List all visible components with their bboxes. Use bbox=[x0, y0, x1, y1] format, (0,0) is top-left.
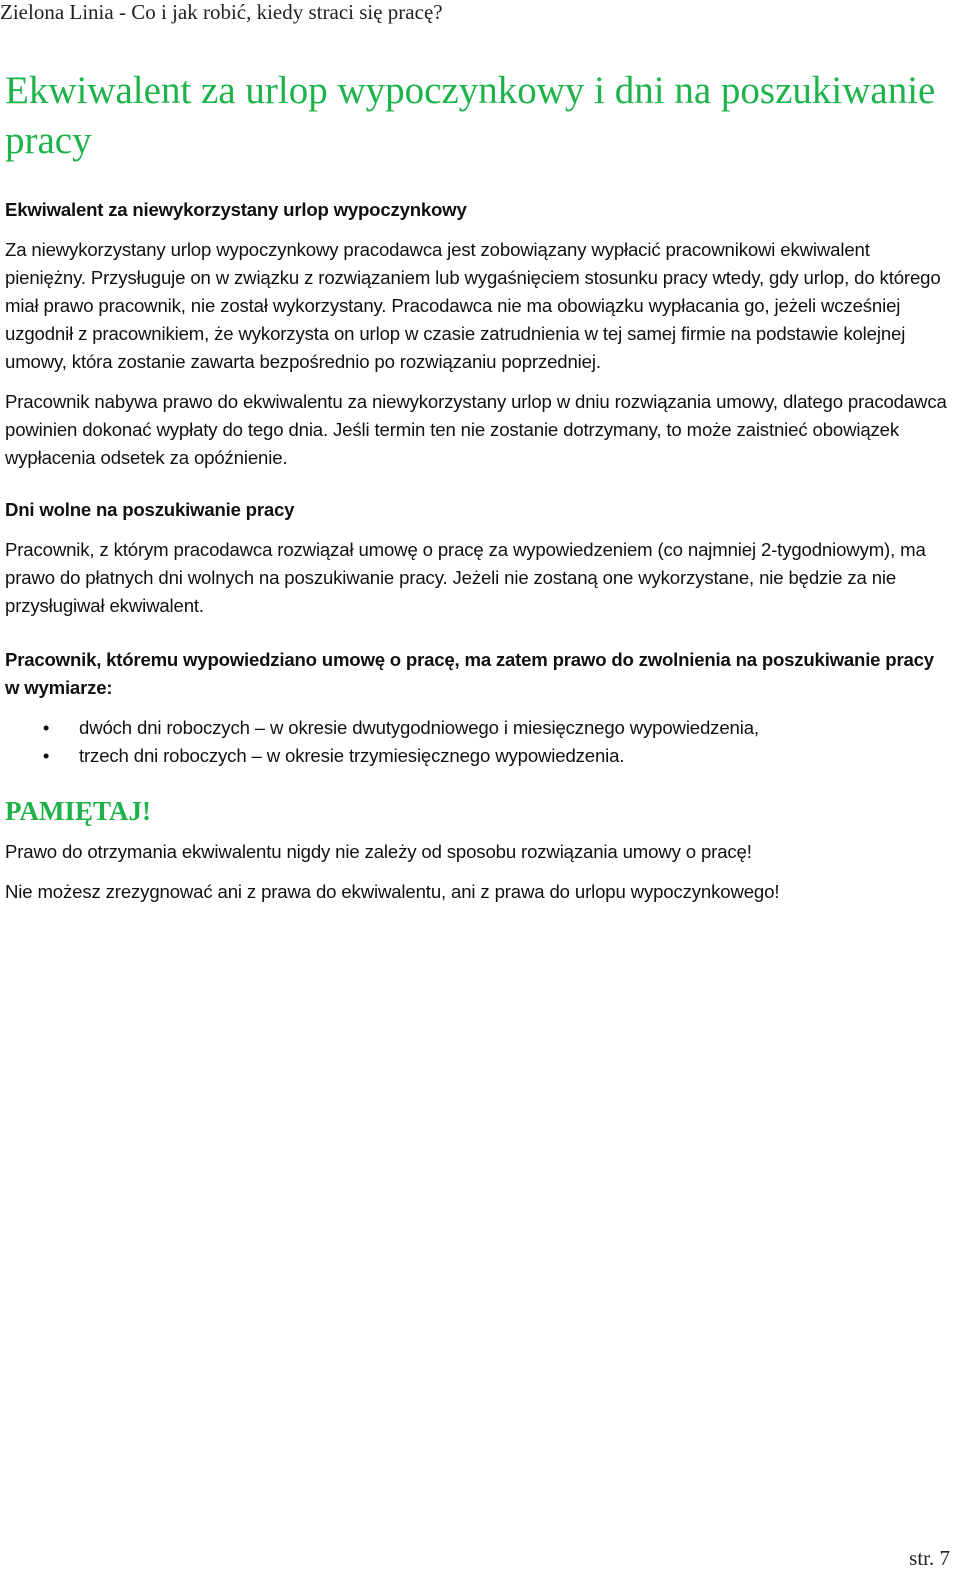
entitlement-list bbox=[5, 714, 950, 770]
section-heading-job-search-days: Dni wolne na poszukiwanie pracy bbox=[5, 499, 295, 520]
remember-line-no-waiver: Nie możesz zrezygnować ani z prawa do ekwiwalentu, ani z prawa do urlopu wypoczynkowego! bbox=[5, 881, 780, 902]
paragraph-leave-equivalent-rules: Za niewykorzystany urlop wypoczynkowy pracodawca jest zobowiązany wypłacić pracownikowi ekwiwalent pieniężny. Przysługuje on w związku z rozwiązaniem lub wygaśnięciem stosunku pracy wtedy, gdy urlop, do którego miał prawo pracownik, nie został wykorzystany. Pracodawca nie ma obowiązku wypłacania go, jeżeli wcześniej uzgodnił z pracownikiem, że wykorzysta on urlop w czasie zatrudnienia w tej samej firmie na podstawie kolejnej umowy, która zostanie zawarta bezpośrednio po rozwiązaniu poprzedniej. bbox=[5, 239, 941, 372]
remember-line-method-independent: Prawo do otrzymania ekwiwalentu nigdy nie zależy od sposobu rozwiązania umowy o pracę! bbox=[5, 841, 752, 862]
bullet-icon: • bbox=[42, 717, 50, 738]
paragraph-leave-equivalent-payment: Pracownik nabywa prawo do ekwiwalentu za niewykorzystany urlop w dniu rozwiązania umowy, dlatego pracodawca powinien dokonać wypłaty do tego dnia. Jeśli termin ten nie zostanie dotrzymany, to może zaistnieć obowiązek wypłacenia odsetek za opóźnienie. bbox=[5, 391, 947, 468]
bullet-icon: • bbox=[42, 745, 50, 766]
list-item-text: dwóch dni roboczych – w okresie dwutygodniowego i miesięcznego wypowiedzenia, bbox=[79, 717, 759, 738]
section-heading-leave-equivalent: Ekwiwalent za niewykorzystany urlop wypoczynkowy bbox=[5, 199, 467, 220]
paragraph-job-search-days: Pracownik, z którym pracodawca rozwiązał umowę o pracę za wypowiedzeniem (co najmniej 2-tygodniowym), ma prawo do płatnych dni wolnych na poszukiwanie pracy. Jeżeli nie zostaną one wykorzystane, nie będzie za nie przysługiwał ekwiwalent. bbox=[5, 539, 926, 616]
running-header: Zielona Linia - Co i jak robić, kiedy straci się pracę? bbox=[0, 0, 443, 24]
list-item bbox=[5, 742, 950, 770]
remember-heading: PAMIĘTAJ! bbox=[5, 796, 151, 826]
list-item bbox=[5, 714, 950, 742]
document-body bbox=[5, 196, 950, 918]
page-number: str. 7 bbox=[909, 1546, 950, 1570]
subheading-job-search-entitlement: Pracownik, któremu wypowiedziano umowę o pracę, ma zatem prawo do zwolnienia na poszukiwanie pracy w wymiarze: bbox=[5, 649, 934, 698]
list-item-text: trzech dni roboczych – w okresie trzymiesięcznego wypowiedzenia. bbox=[79, 745, 625, 766]
page-title: Ekwiwalent za urlop wypoczynkowy i dni na poszukiwanie pracy bbox=[5, 69, 936, 162]
